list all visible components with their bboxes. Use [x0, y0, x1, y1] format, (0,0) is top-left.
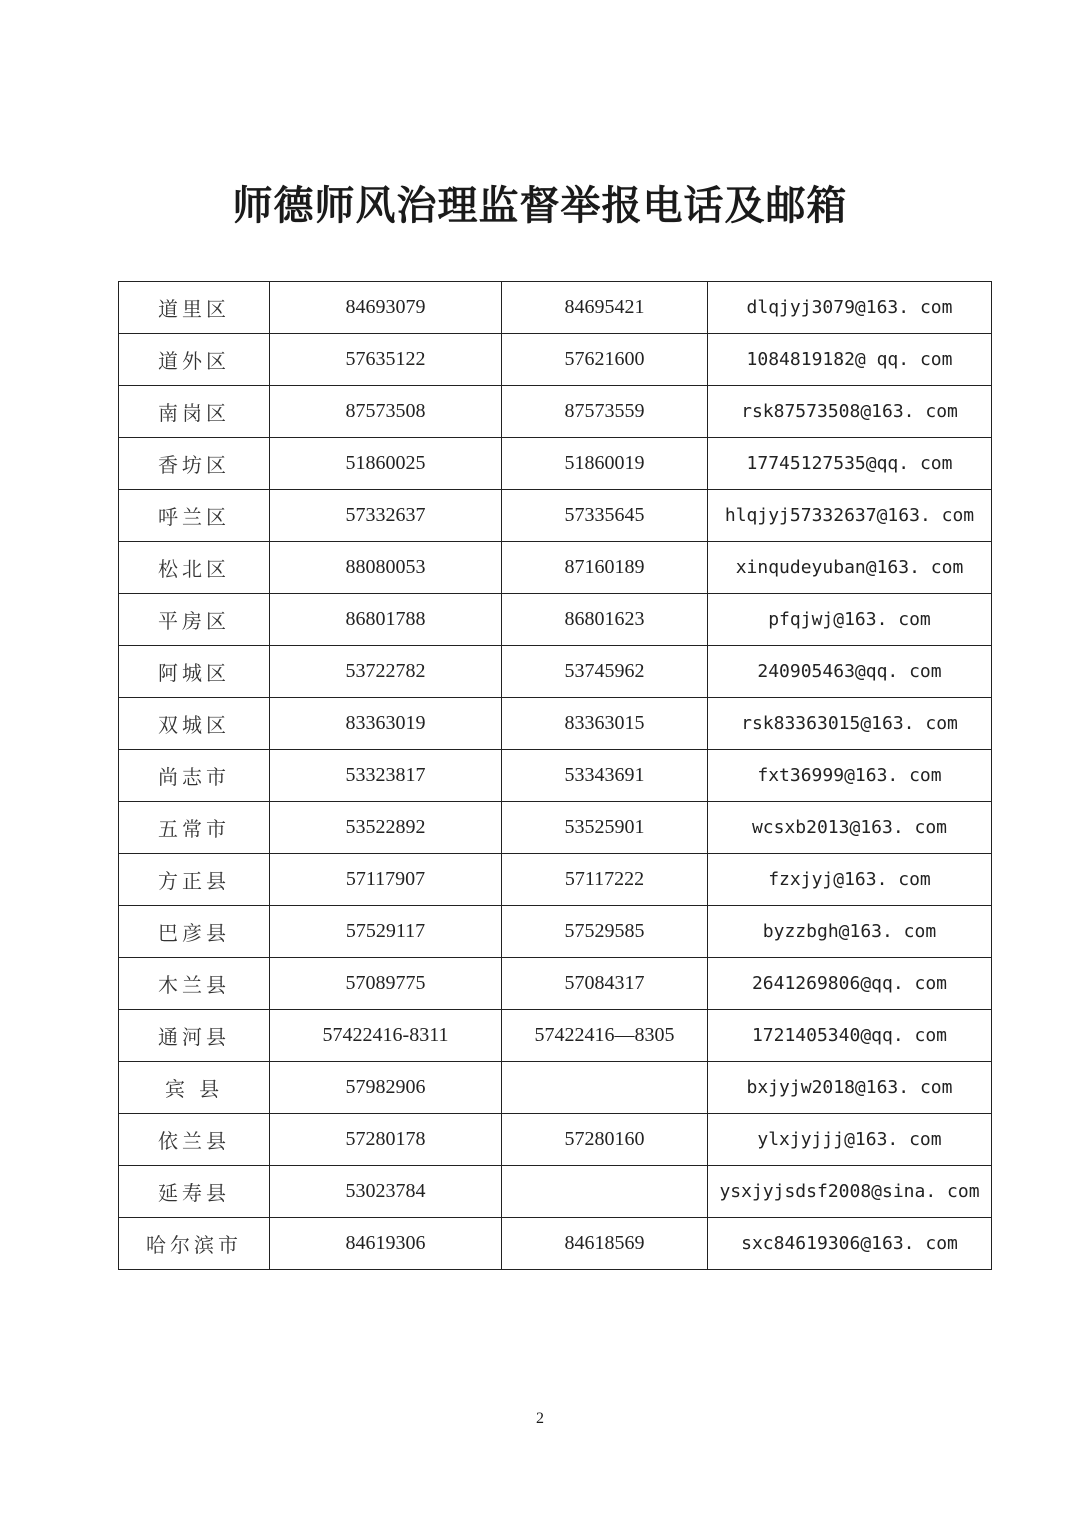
phone-secondary-cell: 57335645 — [502, 490, 708, 542]
email-cell: xinqudeyuban@163. com — [708, 542, 992, 594]
phone-primary-cell: 87573508 — [270, 386, 502, 438]
email-cell: rsk83363015@163. com — [708, 698, 992, 750]
district-cell: 双城区 — [119, 698, 270, 750]
email-cell: ylxjyjjj@163. com — [708, 1114, 992, 1166]
district-cell: 道里区 — [119, 282, 270, 334]
phone-primary-cell: 57529117 — [270, 906, 502, 958]
table-row — [119, 334, 992, 386]
table-row — [119, 490, 992, 542]
district-cell: 宾 县 — [119, 1062, 270, 1114]
email-cell: wcsxb2013@163. com — [708, 802, 992, 854]
email-cell: sxc84619306@163. com — [708, 1218, 992, 1270]
district-cell: 平房区 — [119, 594, 270, 646]
table-row — [119, 958, 992, 1010]
table-row — [119, 802, 992, 854]
email-cell: 1084819182@ qq. com — [708, 334, 992, 386]
email-cell: fzxjyj@163. com — [708, 854, 992, 906]
contact-table — [118, 281, 992, 1270]
phone-primary-cell: 84619306 — [270, 1218, 502, 1270]
phone-primary-cell: 57982906 — [270, 1062, 502, 1114]
phone-secondary-cell: 53745962 — [502, 646, 708, 698]
district-cell: 延寿县 — [119, 1166, 270, 1218]
district-cell: 南岗区 — [119, 386, 270, 438]
phone-secondary-cell — [502, 1166, 708, 1218]
phone-primary-cell: 57280178 — [270, 1114, 502, 1166]
table-row — [119, 386, 992, 438]
phone-primary-cell: 88080053 — [270, 542, 502, 594]
contact-table-body — [119, 282, 992, 1270]
document-title: 师德师风治理监督举报电话及邮箱 — [232, 182, 848, 229]
phone-secondary-cell: 84618569 — [502, 1218, 708, 1270]
phone-secondary-cell: 86801623 — [502, 594, 708, 646]
email-cell: ysxjyjsdsf2008@sina. com — [708, 1166, 992, 1218]
phone-primary-cell: 57332637 — [270, 490, 502, 542]
phone-secondary-cell: 84695421 — [502, 282, 708, 334]
district-cell: 五常市 — [119, 802, 270, 854]
email-cell: hlqjyj57332637@163. com — [708, 490, 992, 542]
phone-primary-cell: 83363019 — [270, 698, 502, 750]
phone-secondary-cell: 51860019 — [502, 438, 708, 490]
email-cell: pfqjwj@163. com — [708, 594, 992, 646]
phone-secondary-cell: 87573559 — [502, 386, 708, 438]
email-cell: 17745127535@qq. com — [708, 438, 992, 490]
table-row — [119, 438, 992, 490]
district-cell: 阿城区 — [119, 646, 270, 698]
phone-primary-cell: 84693079 — [270, 282, 502, 334]
phone-secondary-cell: 57422416—8305 — [502, 1010, 708, 1062]
phone-primary-cell: 53023784 — [270, 1166, 502, 1218]
table-row — [119, 542, 992, 594]
table-row — [119, 646, 992, 698]
phone-secondary-cell: 57621600 — [502, 334, 708, 386]
phone-secondary-cell: 83363015 — [502, 698, 708, 750]
phone-secondary-cell: 57280160 — [502, 1114, 708, 1166]
phone-primary-cell: 51860025 — [270, 438, 502, 490]
email-cell: 240905463@qq. com — [708, 646, 992, 698]
district-cell: 尚志市 — [119, 750, 270, 802]
table-row — [119, 1010, 992, 1062]
phone-secondary-cell: 53343691 — [502, 750, 708, 802]
phone-primary-cell: 86801788 — [270, 594, 502, 646]
district-cell: 香坊区 — [119, 438, 270, 490]
table-row — [119, 750, 992, 802]
email-cell: dlqjyj3079@163. com — [708, 282, 992, 334]
table-row — [119, 282, 992, 334]
table-row — [119, 1166, 992, 1218]
phone-secondary-cell: 57084317 — [502, 958, 708, 1010]
email-cell: 2641269806@qq. com — [708, 958, 992, 1010]
table-row — [119, 1062, 992, 1114]
phone-secondary-cell: 87160189 — [502, 542, 708, 594]
email-cell: bxjyjw2018@163. com — [708, 1062, 992, 1114]
phone-secondary-cell: 53525901 — [502, 802, 708, 854]
district-cell: 道外区 — [119, 334, 270, 386]
table-row — [119, 1114, 992, 1166]
district-cell: 方正县 — [119, 854, 270, 906]
district-cell: 呼兰区 — [119, 490, 270, 542]
email-cell: fxt36999@163. com — [708, 750, 992, 802]
table-row — [119, 594, 992, 646]
phone-secondary-cell — [502, 1062, 708, 1114]
email-cell: byzzbgh@163. com — [708, 906, 992, 958]
email-cell: rsk87573508@163. com — [708, 386, 992, 438]
table-row — [119, 854, 992, 906]
table-row — [119, 698, 992, 750]
district-cell: 通河县 — [119, 1010, 270, 1062]
district-cell: 哈尔滨市 — [119, 1218, 270, 1270]
table-row — [119, 1218, 992, 1270]
table-row — [119, 906, 992, 958]
phone-primary-cell: 57089775 — [270, 958, 502, 1010]
page-number: 2 — [536, 1410, 544, 1427]
phone-primary-cell: 53323817 — [270, 750, 502, 802]
phone-primary-cell: 53722782 — [270, 646, 502, 698]
phone-primary-cell: 57117907 — [270, 854, 502, 906]
phone-primary-cell: 57635122 — [270, 334, 502, 386]
phone-secondary-cell: 57529585 — [502, 906, 708, 958]
district-cell: 依兰县 — [119, 1114, 270, 1166]
phone-primary-cell: 57422416-8311 — [270, 1010, 502, 1062]
district-cell: 松北区 — [119, 542, 270, 594]
district-cell: 巴彦县 — [119, 906, 270, 958]
phone-secondary-cell: 57117222 — [502, 854, 708, 906]
email-cell: 1721405340@qq. com — [708, 1010, 992, 1062]
district-cell: 木兰县 — [119, 958, 270, 1010]
phone-primary-cell: 53522892 — [270, 802, 502, 854]
